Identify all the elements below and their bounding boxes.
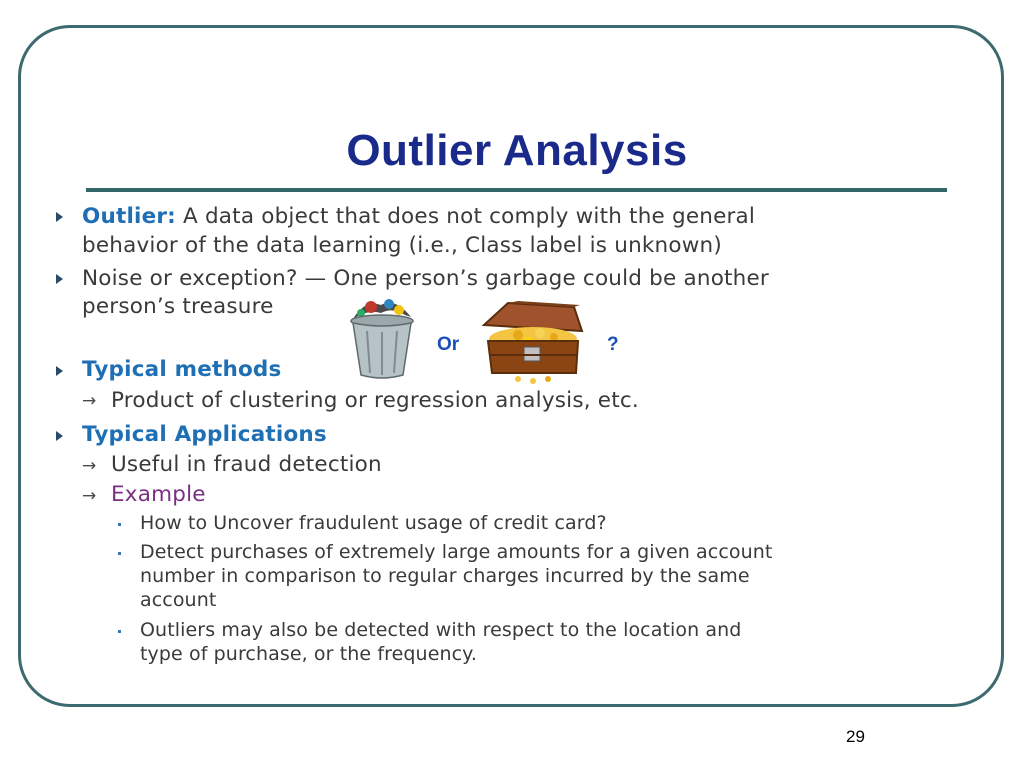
typical-applications-heading: Typical Applications bbox=[82, 422, 327, 447]
example-item-2-line3: account bbox=[140, 589, 217, 611]
sub-bullet-dot-icon bbox=[118, 523, 121, 526]
bullet-outlier bbox=[82, 204, 755, 229]
or-label: Or bbox=[437, 334, 460, 355]
arrow-icon: → bbox=[82, 456, 97, 476]
example-item-2-line2: number in comparison to regular charges incurred by the same bbox=[140, 565, 750, 587]
bullet-triangle-icon bbox=[56, 212, 63, 222]
example-item-2: Detect purchases of extremely large amounts for a given account bbox=[140, 541, 773, 563]
title-underline bbox=[86, 188, 947, 192]
example-item-1: How to Uncover fraudulent usage of credit card? bbox=[140, 512, 607, 534]
arrow-icon: → bbox=[82, 486, 97, 506]
noise-question: Noise or exception? — One person’s garbage could be another bbox=[82, 266, 769, 291]
bullet-triangle-icon bbox=[56, 366, 63, 376]
noise-question-line2: person’s treasure bbox=[82, 294, 274, 319]
page-number: 29 bbox=[846, 727, 865, 746]
outlier-term: Outlier: bbox=[82, 204, 176, 229]
example-label: Example bbox=[111, 482, 206, 507]
slide-title: Outlier Analysis bbox=[346, 126, 688, 175]
bullet-triangle-icon bbox=[56, 274, 63, 284]
sub-bullet-dot-icon bbox=[118, 552, 121, 555]
typical-methods-heading: Typical methods bbox=[82, 357, 282, 382]
typical-methods-item: Product of clustering or regression analysis, etc. bbox=[111, 388, 639, 413]
example-item-3: Outliers may also be detected with respect to the location and bbox=[140, 619, 742, 641]
outlier-definition: A data object that does not comply with the general bbox=[175, 204, 756, 229]
arrow-icon: → bbox=[82, 391, 97, 411]
trash-can-icon bbox=[345, 295, 419, 381]
fraud-detection-item: Useful in fraud detection bbox=[111, 452, 382, 477]
example-item-3-line2: type of purchase, or the frequency. bbox=[140, 643, 477, 665]
bullet-triangle-icon bbox=[56, 431, 63, 441]
treasure-chest-icon bbox=[478, 297, 588, 385]
outlier-definition-line2: behavior of the data learning (i.e., Class label is unknown) bbox=[82, 233, 722, 258]
question-mark: ? bbox=[607, 334, 619, 355]
sub-bullet-dot-icon bbox=[118, 630, 121, 633]
